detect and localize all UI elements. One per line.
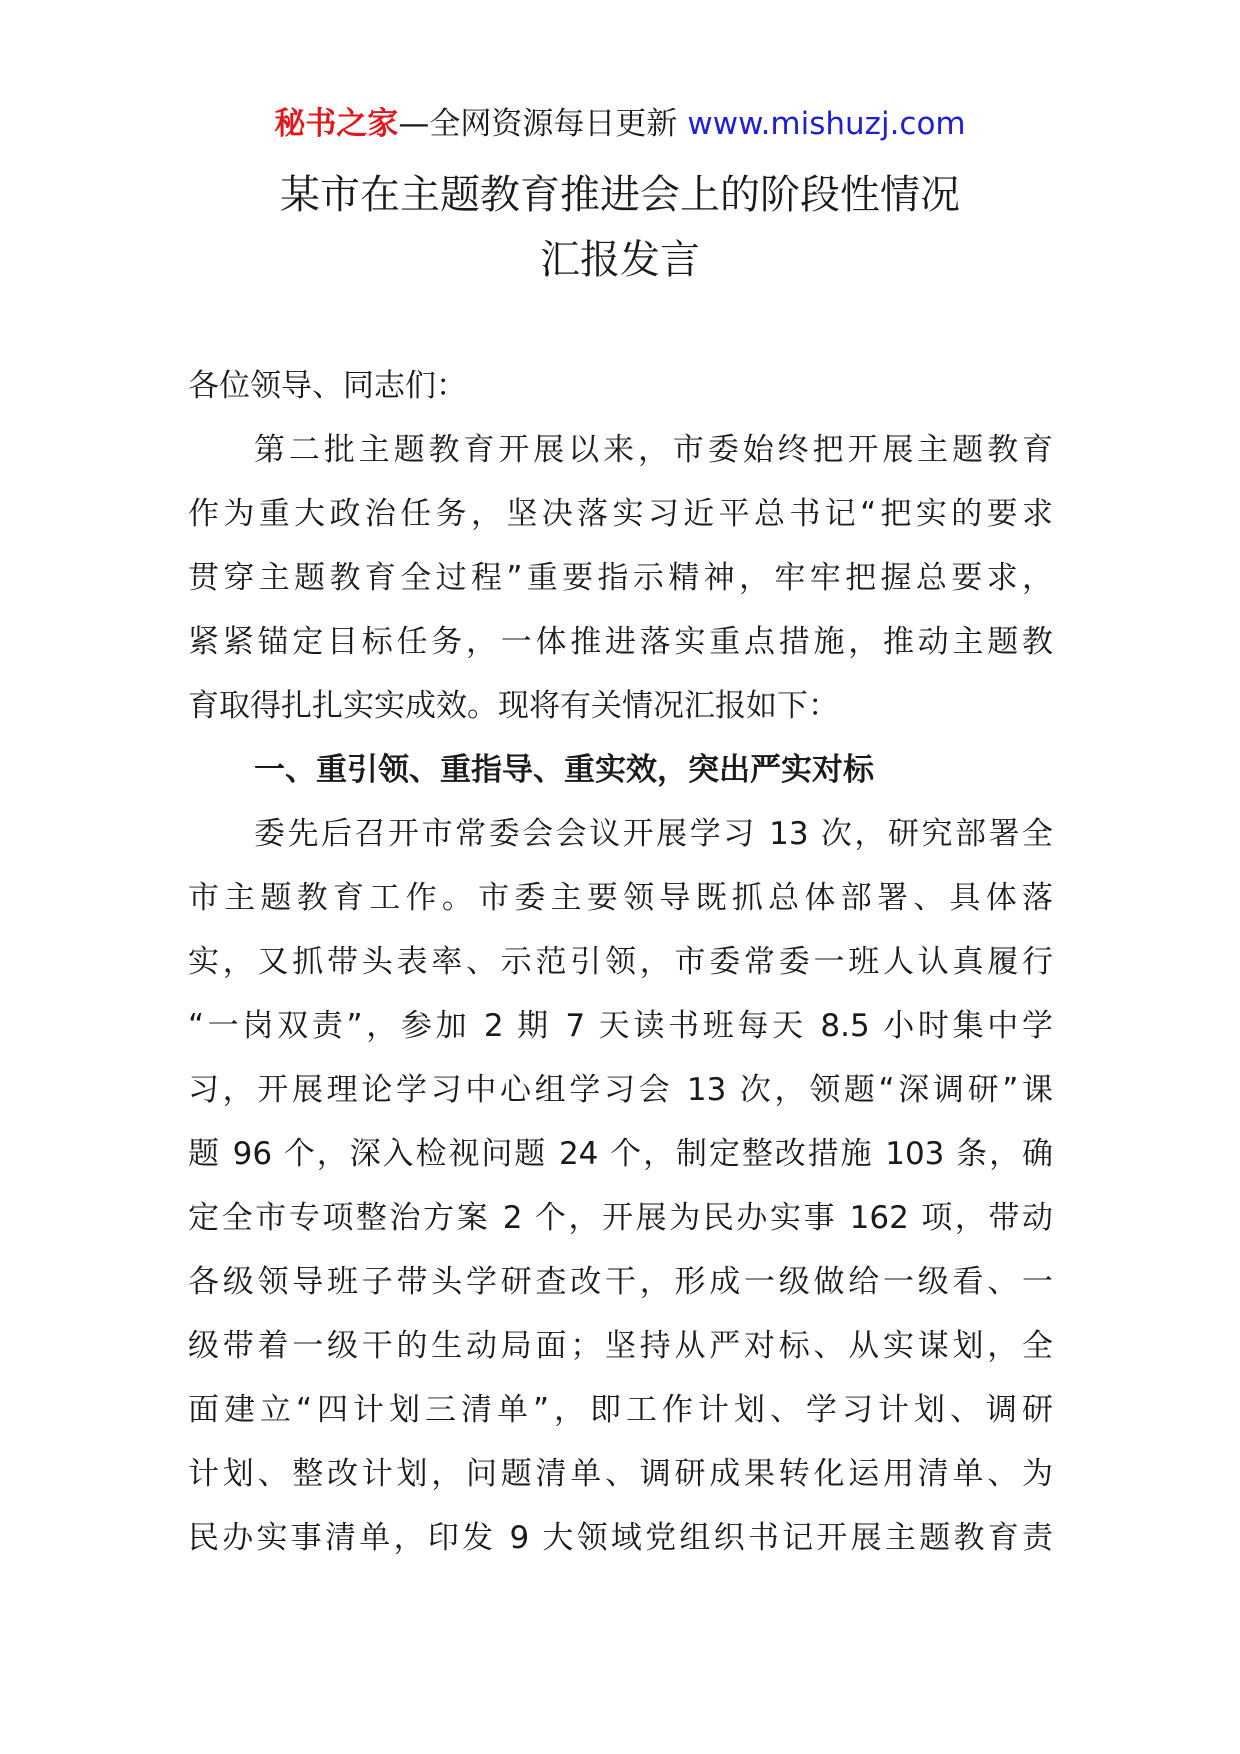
paragraph-1-line: 紧紧锚定目标任务，一体推进落实重点措施，推动主题教 <box>188 624 1053 660</box>
salutation: 各位领导、同志们： <box>188 368 467 404</box>
header-tagline: —全网资源每日更新 <box>398 106 678 142</box>
paragraph-2-line: “一岗双责”，参加 2 期 7 天读书班每天 8.5 小时集中学 <box>188 1008 1053 1044</box>
paragraph-1-line: 贯穿主题教育全过程”重要指示精神，牢牢把握总要求， <box>188 560 1053 596</box>
paragraph-1-line: 育取得扎扎实实成效。现将有关情况汇报如下： <box>188 688 839 724</box>
paragraph-1-line: 作为重大政治任务，坚决落实习近平总书记“把实的要求 <box>188 496 1053 532</box>
paragraph-2-line: 定全市专项整治方案 2 个，开展为民办实事 162 项，带动 <box>188 1200 1053 1236</box>
document-title-line-2: 汇报发言 <box>540 237 700 283</box>
document-title-line-1: 某市在主题教育推进会上的阶段性情况 <box>280 172 960 218</box>
paragraph-1-line: 第二批主题教育开展以来，市委始终把开展主题教育 <box>254 432 1053 468</box>
paragraph-2-line: 题 96 个，深入检视问题 24 个，制定整改措施 103 条，确 <box>188 1136 1053 1172</box>
watermark-header <box>0 100 1240 148</box>
paragraph-2-line: 各级领导班子带头学研查改干，形成一级做给一级看、一 <box>188 1264 1053 1300</box>
paragraph-2-line: 级带着一级干的生动局面；坚持从严对标、从实谋划，全 <box>188 1328 1053 1364</box>
paragraph-2-line: 习，开展理论学习中心组学习会 13 次，领题“深调研”课 <box>188 1072 1053 1108</box>
paragraph-2-line: 委先后召开市常委会会议开展学习 13 次，研究部署全 <box>254 816 1053 852</box>
brand-name: 秘书之家 <box>274 106 399 142</box>
paragraph-2-line: 计划、整改计划，问题清单、调研成果转化运用清单、为 <box>188 1456 1053 1492</box>
paragraph-2-line: 市主题教育工作。市委主要领导既抓总体部署、具体落 <box>188 880 1053 916</box>
paragraph-2-line: 实，又抓带头表率、示范引领，市委常委一班人认真履行 <box>188 944 1053 980</box>
paragraph-2-line: 面建立“四计划三清单”，即工作计划、学习计划、调研 <box>188 1392 1053 1428</box>
section-heading: 一、重引领、重指导、重实效，突出严实对标 <box>254 752 874 788</box>
paragraph-2-line: 民办实事清单，印发 9 大领域党组织书记开展主题教育责 <box>188 1520 1053 1556</box>
site-url-link[interactable]: www.mishuzj.com <box>687 106 966 142</box>
